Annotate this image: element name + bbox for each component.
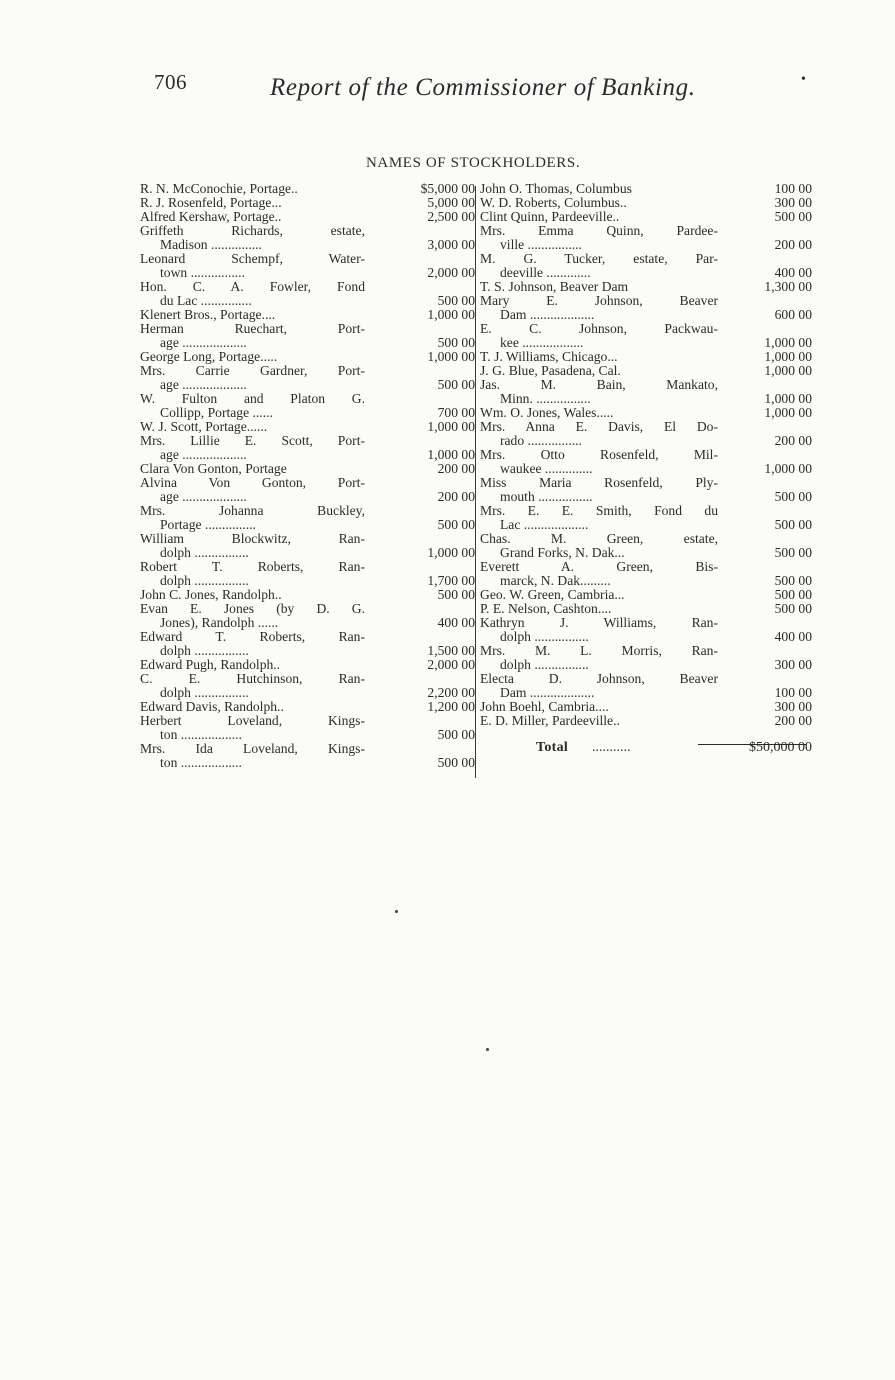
stockholder-name-continuation: Collipp, Portage ...... [160,406,273,420]
stockholder-amount: 1,500 00 [427,643,475,658]
stockholders-right-column [480,182,812,756]
stockholder-entry [480,350,812,364]
stockholder-name-continuation: rado ................ [500,434,582,448]
stockholder-entry [140,182,475,196]
stockholder-amount: 1,000 00 [764,461,812,476]
stockholder-name-continuation: Jones), Randolph ...... [160,616,279,630]
stockholder-amount: 100 00 [774,181,812,196]
stockholder-name: John O. Thomas, Columbus [480,182,632,196]
stockholder-entry [480,532,812,560]
stockholder-entry [140,322,475,350]
stockholder-name-continuation: dolph ................ [160,644,249,658]
stockholder-entry [480,196,812,210]
stockholder-name-continuation: ton .................. [160,756,242,770]
stockholder-entry [480,448,812,476]
stockholder-name: Chas. M. Green, estate, [480,532,718,546]
page-number: 706 [154,70,187,94]
stockholder-name: P. E. Nelson, Cashton.... [480,602,612,616]
stockholder-name: Edward Davis, Randolph.. [140,700,284,714]
stockholder-amount: 500 00 [437,293,475,308]
stockholder-name: Mrs. Lillie E. Scott, Port- [140,434,365,448]
stockholder-amount: 2,200 00 [427,685,475,700]
stockholder-name: John Boehl, Cambria.... [480,700,609,714]
stockholder-name: Herbert Loveland, Kings- [140,714,365,728]
stockholder-name: Herman Ruechart, Port- [140,322,365,336]
stockholders-left-column [140,182,475,770]
stockholder-name: Geo. W. Green, Cambria... [480,588,625,602]
stockholder-entry [140,672,475,700]
stockholder-amount: 1,000 00 [764,363,812,378]
stockholder-entry [480,420,812,448]
stockholder-amount: 1,000 00 [764,335,812,350]
stockholder-name: T. J. Williams, Chicago... [480,350,618,364]
stockholder-name: Mrs. E. E. Smith, Fond du [480,504,718,518]
stockholder-name: R. N. McConochie, Portage.. [140,182,298,196]
stockholder-name: Mrs. Otto Rosenfeld, Mil- [480,448,718,462]
stockholder-name: Hon. C. A. Fowler, Fond [140,280,365,294]
stockholder-entry [140,392,475,420]
stockholder-amount: 1,000 00 [427,545,475,560]
stockholder-amount: 1,000 00 [427,447,475,462]
stockholder-entry [140,224,475,252]
stockholder-name: Edward Pugh, Randolph.. [140,658,281,672]
stockholder-entry [140,434,475,462]
stockholder-name-continuation: Dam ................... [500,308,595,322]
stockholder-amount: 200 00 [774,433,812,448]
total-row [480,740,812,756]
stockholder-amount: 500 00 [437,377,475,392]
stockholder-name: Clint Quinn, Pardeeville.. [480,210,620,224]
total-amount: $50,000 00 [749,740,812,755]
stockholder-name-continuation: Minn. ................ [500,392,591,406]
stockholder-entry [140,504,475,532]
stockholder-entry [480,560,812,588]
stockholder-name: Miss Maria Rosenfeld, Ply- [480,476,718,490]
stockholder-name: Edward T. Roberts, Ran- [140,630,365,644]
page-mark: • [801,72,806,87]
stockholder-name-continuation: age ................... [160,378,247,392]
stockholder-name-continuation: town ................ [160,266,245,280]
stockholder-amount: 200 00 [437,489,475,504]
stockholder-name: T. S. Johnson, Beaver Dam [480,280,629,294]
stockholder-name: Everett A. Green, Bis- [480,560,718,574]
stockholder-amount: 500 00 [774,489,812,504]
stockholder-name: Mary E. Johnson, Beaver [480,294,718,308]
stockholder-amount: 200 00 [774,237,812,252]
stockholder-name-continuation: marck, N. Dak......... [500,574,611,588]
stockholder-entry [140,364,475,392]
stockholder-entry [480,210,812,224]
stockholder-entry [140,420,475,434]
stockholder-entry [480,714,812,728]
stockholder-name: Griffeth Richards, estate, [140,224,365,238]
stockholder-entry [140,560,475,588]
stockholder-entry [480,378,812,406]
stockholder-amount: 1,300 00 [764,279,812,294]
stockholder-name: Wm. O. Jones, Wales..... [480,406,614,420]
stockholder-name: William Blockwitz, Ran- [140,532,365,546]
stockholder-name: Leonard Schempf, Water- [140,252,365,266]
stockholder-name: Klenert Bros., Portage.... [140,308,276,322]
stockholder-amount: 400 00 [774,265,812,280]
stockholder-amount: 500 00 [437,335,475,350]
stockholder-entry [140,714,475,742]
stockholder-entry [140,658,475,672]
stockholder-name: E. D. Miller, Pardeeville.. [480,714,620,728]
stockholder-name: W. Fulton and Platon G. [140,392,365,406]
stockholder-name-continuation: Lac ................... [500,518,589,532]
stockholder-entry [140,462,475,476]
column-divider [475,186,476,778]
stockholder-amount: 500 00 [437,727,475,742]
stockholder-amount: 500 00 [774,601,812,616]
stockholder-name: E. C. Johnson, Packwau- [480,322,718,336]
stockholder-name-continuation: Madison ............... [160,238,262,252]
stockholder-amount: 500 00 [774,209,812,224]
stockholder-amount: 500 00 [774,587,812,602]
stockholder-entry [140,588,475,602]
stockholder-amount: 1,700 00 [427,573,475,588]
stockholder-name-continuation: dolph ................ [160,574,249,588]
stockholder-entry [480,406,812,420]
stockholder-entry [480,322,812,350]
stockholder-amount: 3,000 00 [427,237,475,252]
stockholder-entry [140,308,475,322]
stockholder-amount: 2,000 00 [427,657,475,672]
stockholder-name-continuation: Portage ............... [160,518,256,532]
stockholder-amount: 200 00 [774,713,812,728]
stockholder-amount: 1,000 00 [427,349,475,364]
stockholder-name-continuation: ton .................. [160,728,242,742]
running-title: Report of the Commissioner of Banking. [270,74,696,101]
stockholder-name-continuation: mouth ................ [500,490,593,504]
stockholder-entry [480,616,812,644]
stockholder-name: Mrs. Johanna Buckley, [140,504,365,518]
stockholder-name: Jas. M. Bain, Mankato, [480,378,718,392]
stockholder-amount: 400 00 [437,615,475,630]
stockholder-amount: 1,000 00 [764,405,812,420]
stockholder-entry [480,280,812,294]
stockholder-name-continuation: dolph ................ [500,658,589,672]
stockholder-name: Robert T. Roberts, Ran- [140,560,365,574]
stockholder-name: Mrs. Carrie Gardner, Port- [140,364,365,378]
stockholder-entry [140,350,475,364]
stockholder-entry [480,224,812,252]
stockholder-entry [480,182,812,196]
stockholder-entry [480,294,812,322]
stockholder-entry [140,742,475,770]
section-heading: NAMES OF STOCKHOLDERS. [366,155,581,171]
stockholder-amount: 1,000 00 [427,307,475,322]
stockholder-amount: 2,000 00 [427,265,475,280]
stockholder-name-continuation: du Lac ............... [160,294,252,308]
stockholder-name: Mrs. M. L. Morris, Ran- [480,644,718,658]
stockholder-name: John C. Jones, Randolph.. [140,588,282,602]
stockholder-name-continuation: age ................... [160,490,247,504]
stockholder-amount: 2,500 00 [427,209,475,224]
stockholder-entry [140,476,475,504]
stockholder-name-continuation: kee .................. [500,336,584,350]
stockholder-entry [480,602,812,616]
stockholder-entry [140,602,475,630]
stockholder-name: W. J. Scott, Portage...... [140,420,268,434]
stockholder-entry [480,700,812,714]
stockholder-amount: 1,000 00 [764,391,812,406]
page-speck [395,910,398,913]
stockholder-name-continuation: dolph ................ [160,546,249,560]
stockholder-entry [140,700,475,714]
stockholder-name: Mrs. Emma Quinn, Pardee- [480,224,718,238]
stockholder-amount: 500 00 [774,573,812,588]
stockholder-amount: 500 00 [774,517,812,532]
stockholder-amount: 600 00 [774,307,812,322]
stockholder-amount: 1,000 00 [427,419,475,434]
stockholder-name-continuation: waukee .............. [500,462,593,476]
stockholder-name-continuation: Grand Forks, N. Dak... [500,546,625,560]
page-speck [486,1048,489,1051]
stockholder-amount: 300 00 [774,657,812,672]
stockholder-amount: $5,000 00 [420,181,475,196]
stockholder-name: Kathryn J. Williams, Ran- [480,616,718,630]
stockholder-name: W. D. Roberts, Columbus.. [480,196,627,210]
stockholder-name: Clara Von Gonton, Portage [140,462,287,476]
stockholder-name-continuation: deeville ............. [500,266,591,280]
stockholder-name: Evan E. Jones (by D. G. [140,602,365,616]
stockholder-amount: 200 00 [437,461,475,476]
stockholder-entry [140,252,475,280]
stockholder-entry [480,364,812,378]
stockholder-name-continuation: dolph ................ [160,686,249,700]
stockholder-entry [140,532,475,560]
stockholder-name-continuation: dolph ................ [500,630,589,644]
stockholder-name-continuation: age ................... [160,448,247,462]
stockholder-amount: 500 00 [774,545,812,560]
stockholder-entry [140,630,475,658]
stockholder-amount: 300 00 [774,195,812,210]
stockholder-name: R. J. Rosenfeld, Portage... [140,196,282,210]
stockholder-entry [480,476,812,504]
stockholder-amount: 500 00 [437,587,475,602]
stockholder-name-continuation: Dam ................... [500,686,595,700]
stockholder-name: Mrs. Anna E. Davis, El Do- [480,420,718,434]
stockholder-name: J. G. Blue, Pasadena, Cal. [480,364,621,378]
stockholder-amount: 1,200 00 [427,699,475,714]
stockholder-amount: 400 00 [774,629,812,644]
stockholder-entry [140,280,475,308]
stockholder-entry [480,252,812,280]
stockholder-amount: 100 00 [774,685,812,700]
stockholder-entry [480,672,812,700]
stockholder-entry [480,644,812,672]
stockholder-amount: 500 00 [437,755,475,770]
stockholder-entry [140,196,475,210]
stockholder-name-continuation: age ................... [160,336,247,350]
total-label: Total [536,740,569,755]
stockholder-amount: 500 00 [437,517,475,532]
total-leader-dots: ........... [592,740,631,755]
stockholder-name: Electa D. Johnson, Beaver [480,672,718,686]
stockholder-amount: 700 00 [437,405,475,420]
stockholder-entry [480,588,812,602]
stockholder-amount: 300 00 [774,699,812,714]
stockholder-name: George Long, Portage..... [140,350,278,364]
stockholder-name: Mrs. Ida Loveland, Kings- [140,742,365,756]
stockholder-amount: 1,000 00 [764,349,812,364]
stockholder-name: M. G. Tucker, estate, Par- [480,252,718,266]
stockholder-amount: 5,000 00 [427,195,475,210]
stockholder-name-continuation: ville ................ [500,238,582,252]
stockholder-name: C. E. Hutchinson, Ran- [140,672,365,686]
stockholder-entry [480,504,812,532]
stockholder-name: Alfred Kershaw, Portage.. [140,210,282,224]
stockholder-name: Alvina Von Gonton, Port- [140,476,365,490]
stockholder-entry [140,210,475,224]
